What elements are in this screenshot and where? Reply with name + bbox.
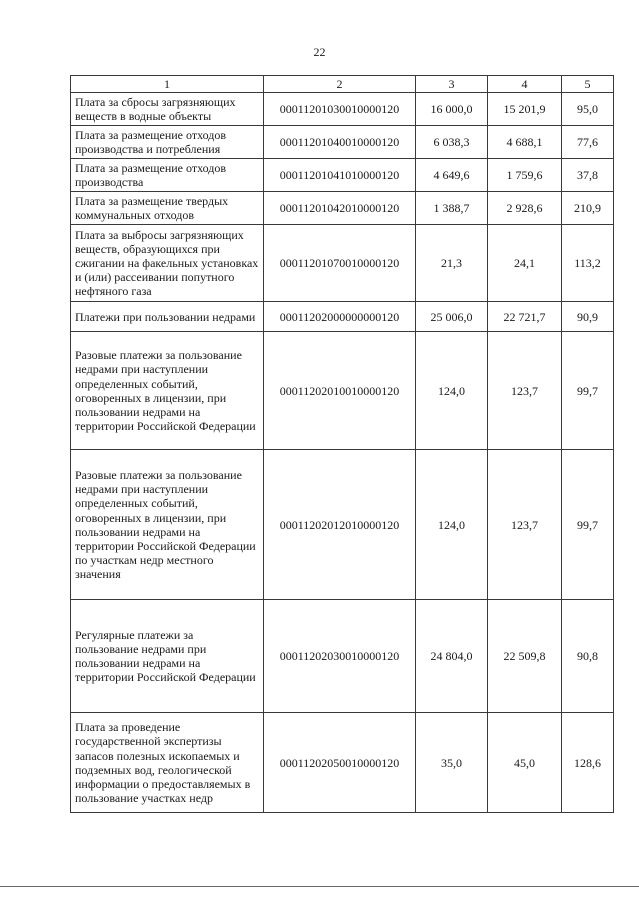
table-row [71, 600, 614, 713]
row-percent: 90,8 [562, 600, 614, 713]
row-name: Плата за размещение отходов производства и потребления [71, 126, 264, 159]
row-name: Плата за проведение государственной экспертизы запасов полезных ископаемых и подземных вод, геологической информации о предоставляемых в пользование участках недр [71, 713, 264, 813]
row-percent: 77,6 [562, 126, 614, 159]
row-value-2: 22 721,7 [488, 302, 562, 332]
row-name: Разовые платежи за пользование недрами при наступлении определенных событий, оговоренных в лицензии, при пользовании недрами на территории Российской Федерации [71, 332, 264, 450]
table-row [71, 159, 614, 192]
table-row [71, 93, 614, 126]
table-row [71, 225, 614, 302]
row-name: Плата за сбросы загрязняющих веществ в водные объекты [71, 93, 264, 126]
table-row [71, 192, 614, 225]
row-value-2: 123,7 [488, 450, 562, 600]
header-col-5: 5 [562, 76, 614, 93]
row-percent: 95,0 [562, 93, 614, 126]
row-value-2: 15 201,9 [488, 93, 562, 126]
row-name: Плата за размещение отходов производства [71, 159, 264, 192]
table-row [71, 332, 614, 450]
row-value-2: 24,1 [488, 225, 562, 302]
table-header-row [71, 76, 614, 93]
row-value-1: 16 000,0 [416, 93, 488, 126]
row-code: 00011201030010000120 [264, 93, 416, 126]
row-name: Регулярные платежи за пользование недрами при пользовании недрами на территории Российской Федерации [71, 600, 264, 713]
table-row [71, 126, 614, 159]
row-value-1: 21,3 [416, 225, 488, 302]
row-code: 00011201070010000120 [264, 225, 416, 302]
row-value-1: 4 649,6 [416, 159, 488, 192]
row-code: 00011202010010000120 [264, 332, 416, 450]
row-value-1: 25 006,0 [416, 302, 488, 332]
row-code: 00011201040010000120 [264, 126, 416, 159]
page-number: 22 [313, 45, 326, 59]
row-percent: 90,9 [562, 302, 614, 332]
row-percent: 99,7 [562, 332, 614, 450]
row-percent: 128,6 [562, 713, 614, 813]
table-row [71, 302, 614, 332]
row-percent: 210,9 [562, 192, 614, 225]
header-col-2: 2 [264, 76, 416, 93]
row-value-1: 6 038,3 [416, 126, 488, 159]
row-code: 00011202030010000120 [264, 600, 416, 713]
row-percent: 99,7 [562, 450, 614, 600]
header-col-1: 1 [71, 76, 264, 93]
row-value-2: 2 928,6 [488, 192, 562, 225]
row-code: 00011201041010000120 [264, 159, 416, 192]
row-value-2: 4 688,1 [488, 126, 562, 159]
row-value-1: 24 804,0 [416, 600, 488, 713]
table-row [71, 713, 614, 813]
row-name: Плата за выбросы загрязняющих веществ, образующихся при сжигании на факельных установках и (или) рассеивании попутного нефтяного газа [71, 225, 264, 302]
row-name: Платежи при пользовании недрами [71, 302, 264, 332]
row-code: 00011202012010000120 [264, 450, 416, 600]
row-value-1: 1 388,7 [416, 192, 488, 225]
row-name: Плата за размещение твердых коммунальных отходов [71, 192, 264, 225]
row-percent: 113,2 [562, 225, 614, 302]
header-col-4: 4 [488, 76, 562, 93]
row-value-1: 124,0 [416, 450, 488, 600]
row-value-2: 45,0 [488, 713, 562, 813]
row-value-1: 124,0 [416, 332, 488, 450]
row-percent: 37,8 [562, 159, 614, 192]
row-name: Разовые платежи за пользование недрами при наступлении определенных событий, оговоренных в лицензии, при пользовании недрами на территории Российской Федерации по участкам недр местного значения [71, 450, 264, 600]
budget-table [70, 75, 614, 813]
table-row [71, 450, 614, 600]
row-value-2: 22 509,8 [488, 600, 562, 713]
row-value-2: 123,7 [488, 332, 562, 450]
page-bottom-rule [0, 886, 639, 887]
header-col-3: 3 [416, 76, 488, 93]
row-code: 00011201042010000120 [264, 192, 416, 225]
row-value-2: 1 759,6 [488, 159, 562, 192]
row-code: 00011202050010000120 [264, 713, 416, 813]
row-value-1: 35,0 [416, 713, 488, 813]
row-code: 00011202000000000120 [264, 302, 416, 332]
